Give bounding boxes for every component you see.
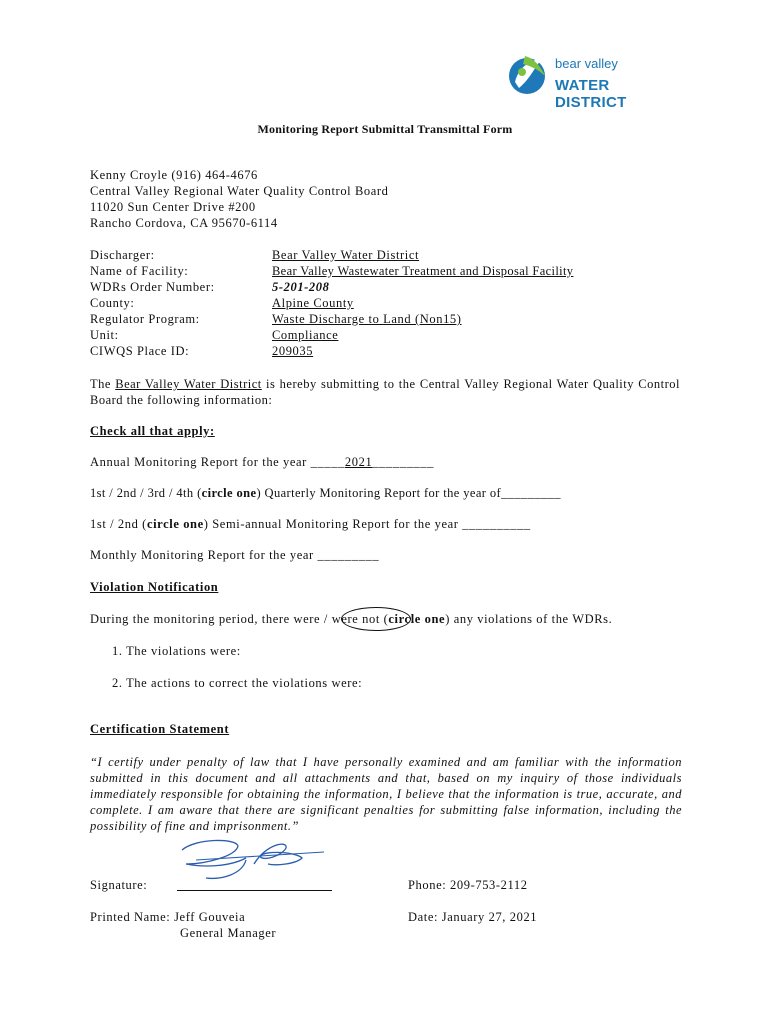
semi-a: 1st / 2nd ( [90, 517, 147, 531]
facility-value: Bear Valley Wastewater Treatment and Disposal Facility [272, 264, 574, 278]
county-value: Alpine County [272, 296, 354, 310]
place-id-label: CIWQS Place ID: [90, 344, 190, 358]
unit-label: Unit: [90, 328, 119, 342]
violation-were-not: were not [331, 612, 380, 626]
annual-suffix: _________ [372, 455, 434, 469]
phone-number: Phone: 209-753-2112 [408, 878, 528, 892]
unit-value: Compliance [272, 328, 339, 342]
discharger-value: Bear Valley Water District [272, 248, 420, 262]
place-id-value: 209035 [272, 344, 314, 358]
check-heading: Check all that apply: [90, 424, 215, 438]
address-line: Rancho Cordova, CA 95670-6114 [90, 216, 278, 230]
discharger-label: Discharger: [90, 248, 155, 262]
district-logo [505, 52, 685, 111]
form-title: Monitoring Report Submittal Transmittal Form [257, 122, 513, 136]
annual-prefix: Annual Monitoring Report for the year _____ [90, 455, 345, 469]
quarterly-circle-one: circle one [201, 486, 257, 500]
intro-prefix: The [90, 377, 116, 391]
program-value: Waste Discharge to Land (Non15) [272, 312, 462, 326]
certification-text: “I certify under penalty of law that I have personally examined and am familiar with the information submitted in this document and all attachments and that, based on my inquiry of those individuals immediately responsible for obtaining the information, I believe that the information is true, accurate, and complete. I am aware that there are significant penalties for submitting false information, including the possibility of fine and imprisonment.” [90, 755, 682, 833]
logo-line-1: bear valley [555, 56, 618, 71]
wdr-order-label: WDRs Order Number: [90, 280, 215, 294]
violation-c: ( [379, 612, 389, 626]
address-line: Kenny Croyle (916) 464-4676 [90, 168, 258, 182]
quarterly-c: ) Quarterly Monitoring Report for the year of_________ [256, 486, 561, 500]
signature-date: Date: January 27, 2021 [408, 910, 538, 924]
semi-circle-one: circle one [146, 517, 204, 531]
certification-heading: Certification Statement [90, 722, 230, 736]
facility-label: Name of Facility: [90, 264, 189, 278]
semiannual-report-line [90, 517, 531, 532]
intro-suffix: is hereby submitting to the Central Valley Regional Water Quality Control Board the following information: [90, 377, 680, 407]
signer-role: General Manager [180, 926, 277, 940]
quarterly-a: 1st / 2nd / 3rd / 4th ( [90, 486, 202, 500]
wdr-order-value: 5-201-208 [272, 280, 330, 294]
violation-heading: Violation Notification [90, 580, 219, 594]
were-not-circle-mark [341, 607, 411, 631]
violation-circle-one: circle one [388, 612, 446, 626]
violation-e: ) any violations of the WDRs. [445, 612, 613, 626]
violation-a: During the monitoring period, there were / [90, 612, 332, 626]
semi-c: ) Semi-annual Monitoring Report for the year __________ [203, 517, 531, 531]
handwritten-signature [176, 834, 336, 884]
annual-report-line [90, 455, 434, 470]
program-label: Regulator Program: [90, 312, 200, 326]
violation-item-1: 1. The violations were: [112, 644, 241, 658]
logo-line-2: WATER DISTRICT [555, 77, 627, 111]
quarterly-report-line [90, 486, 561, 501]
signature-label: Signature: [90, 878, 148, 892]
address-line: 11020 Sun Center Drive #200 [90, 200, 256, 214]
intro-paragraph [90, 376, 680, 408]
address-line: Central Valley Regional Water Quality Control Board [90, 184, 389, 198]
intro-org: Bear Valley Water District [115, 377, 262, 391]
county-label: County: [90, 296, 135, 310]
printed-name: Printed Name: Jeff Gouveia [90, 910, 246, 924]
water-drop-logo-icon [505, 52, 551, 98]
monthly-report-line: Monthly Monitoring Report for the year _________ [90, 548, 380, 562]
annual-year: 2021 [344, 455, 373, 469]
violation-item-2: 2. The actions to correct the violations were: [112, 676, 363, 690]
signature-line [177, 890, 332, 891]
